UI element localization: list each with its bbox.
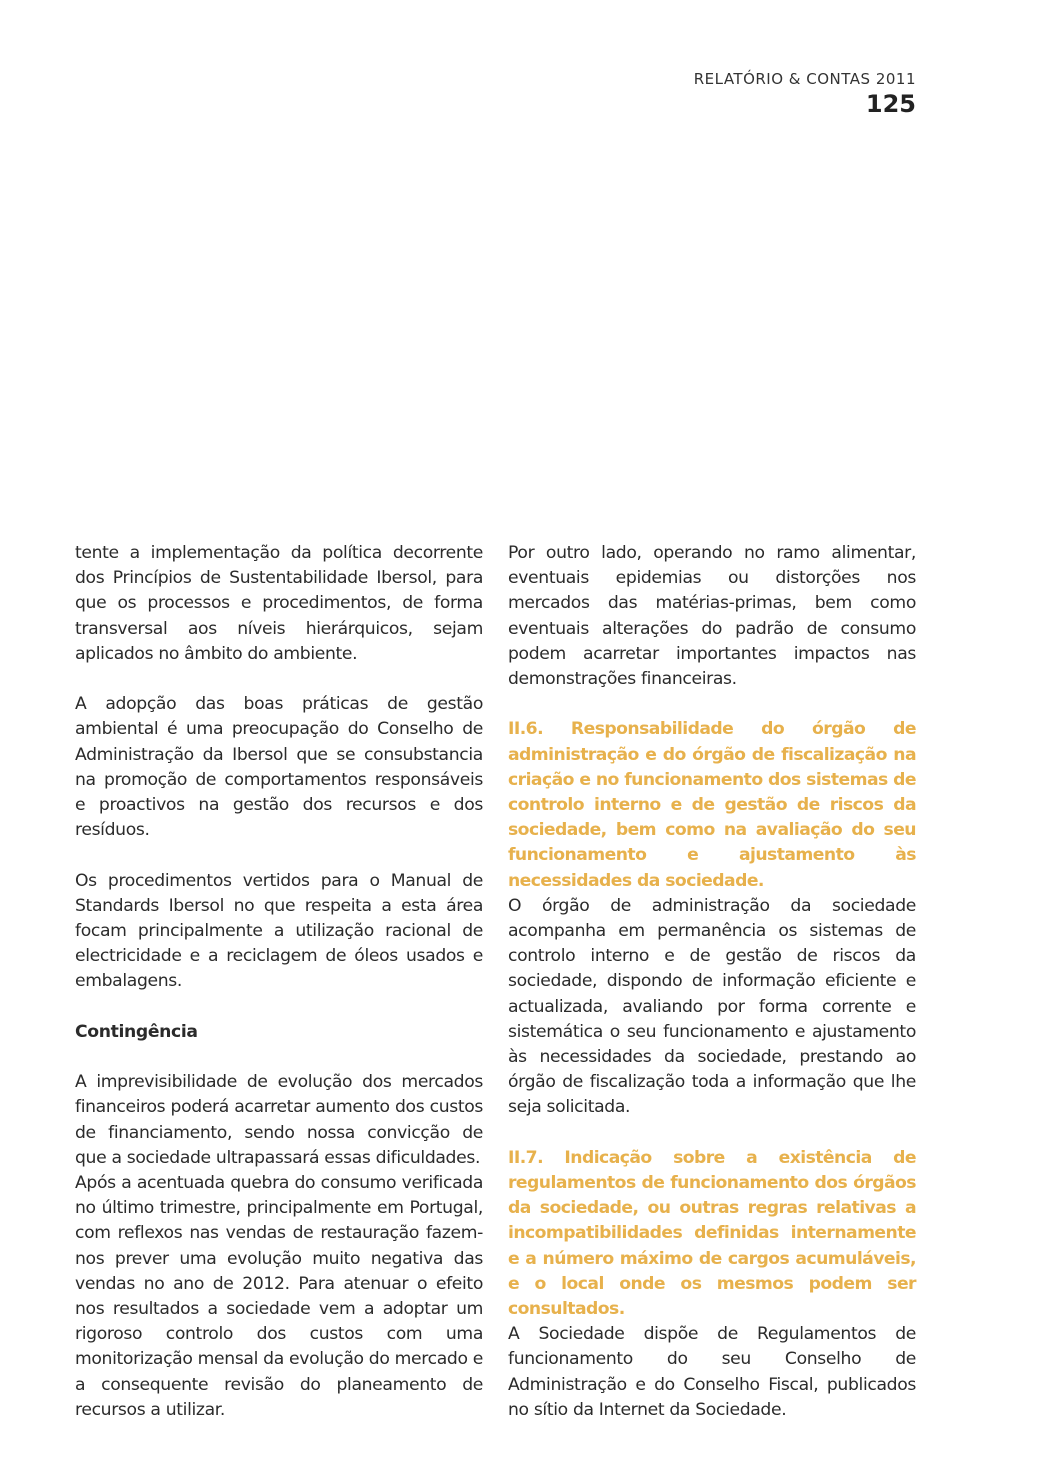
page-number: 125 bbox=[865, 90, 916, 118]
subheading-contingencia: Contingência bbox=[75, 1021, 198, 1042]
paragraph-standards-manual: Os procedimentos vertidos para o Manual de Standards Ibersol no que respeita a esta área focam principalmente a utilização racional de electricidade e a reciclagem de óleos usados e embalagens. bbox=[75, 870, 483, 992]
left-column bbox=[75, 541, 483, 1423]
report-title: RELATÓRIO & CONTAS 2011 bbox=[693, 70, 916, 88]
paragraph-consumption-drop: Após a acentuada quebra do consumo verificada no último trimestre, principalmente em Portugal, com reflexos nas vendas de restauração fazem-nos prever uma evolução muito negativa das vendas no ano de 2012. Para atenuar o efeito nos resultados a sociedade vem a adoptar um rigoroso controlo dos custos com uma monitorização mensal da evolução do mercado e a consequente revisão do planeamento de recursos a utilizar. bbox=[75, 1173, 483, 1420]
section-ii7-title: II.7. Indicação sobre a existência de regulamentos de funcionamento dos órgãos da sociedade, ou outras regras relativas a incompatibilidades definidas internamente e a número máximo de cargos acumuláveis, e o local onde os mesmos podem ser consultados. bbox=[508, 1147, 916, 1320]
section-ii6-body: O órgão de administração da sociedade acompanha em permanência os sistemas de controlo interno e de gestão de riscos da sociedade, dispondo de informação eficiente e actualizada, avaliando por forma corrente e sistemática o seu funcionamento e ajustamento às necessidades da sociedade, prestando ao órgão de fiscalização toda a informação que lhe seja solicitada. bbox=[508, 895, 916, 1118]
paragraph-financial-markets: A imprevisibilidade de evolução dos mercados financeiros poderá acarretar aumento dos custos de financiamento, sendo nossa convicção de que a sociedade ultrapassará essas dificuldades. bbox=[75, 1072, 483, 1168]
paragraph-sustainability: tente a implementação da política decorrente dos Princípios de Sustentabilidade Ibersol, para que os processos e procedimentos, de forma transversal aos níveis hierárquicos, sejam aplicados no âmbito do ambiente. bbox=[75, 543, 483, 664]
section-ii6-title: II.6. Responsabilidade do órgão de administração e do órgão de fiscalização na criação e no funcionamento dos sistemas de controlo interno e de gestão de riscos da sociedade, bem como na avaliação do seu funcionamento e ajustamento às necessidades da sociedade. bbox=[508, 719, 917, 891]
section-ii7-body: A Sociedade dispõe de Regulamentos de funcionamento do seu Conselho de Administração e do Conselho Fiscal, publicados no sítio da Internet da Sociedade. bbox=[508, 1324, 916, 1420]
paragraph-food-sector-risks: Por outro lado, operando no ramo alimentar, eventuais epidemias ou distorções nos mercados das matérias-primas, bem como eventuais alterações do padrão de consumo podem acarretar importantes impactos nas demonstrações financeiras. bbox=[508, 543, 916, 690]
paragraph-environmental-practices: A adopção das boas práticas de gestão ambiental é uma preocupação do Conselho de Administração da Ibersol que se consubstancia na promoção de comportamentos responsáveis e proactivos na gestão dos recursos e dos resíduos. bbox=[75, 694, 483, 841]
right-column bbox=[508, 541, 916, 1423]
